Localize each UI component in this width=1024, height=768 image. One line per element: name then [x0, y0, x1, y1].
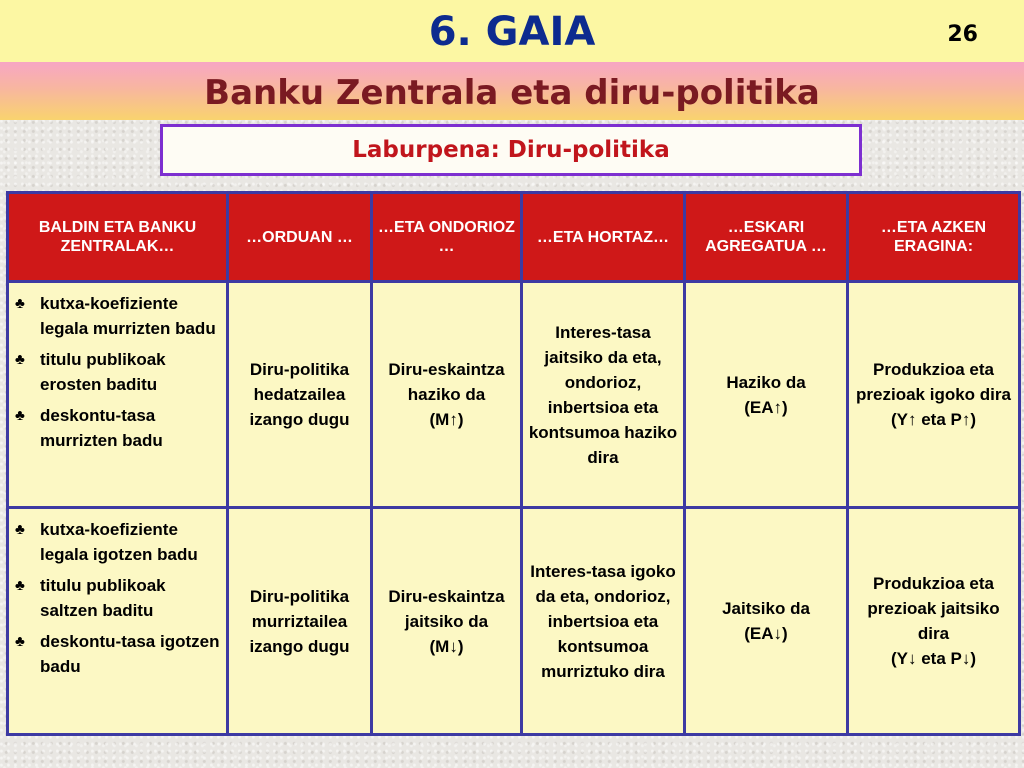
ondorioz-cell: Diru-eskaintza jaitsiko da (M↓) — [372, 508, 522, 735]
summary-title: Laburpena: Diru-politika — [352, 137, 670, 163]
up-arrow-icon: (Y↑ eta P↑) — [890, 410, 977, 429]
club-icon: ♣ — [15, 633, 25, 650]
header-orduan: …ORDUAN … — [228, 193, 372, 282]
header-baldin: BALDIN ETA BANKU ZENTRALAK… — [8, 193, 228, 282]
club-icon: ♣ — [15, 407, 25, 424]
orduan-cell: Diru-politika hedatzailea izango dugu — [228, 282, 372, 508]
conditions-cell — [8, 282, 228, 508]
eskari-cell: Jaitsiko da (EA↓) — [685, 508, 848, 735]
hortaz-cell: Interes-tasa igoko da eta, ondorioz, inbertsioa eta kontsumoa murriztuko dira — [522, 508, 685, 735]
down-arrow-icon: (M↓) — [429, 636, 464, 656]
hortaz-cell: Interes-tasa jaitsiko da eta, ondorioz, inbertsioa eta kontsumoa haziko dira — [522, 282, 685, 508]
slide-subtitle: Banku Zentrala eta diru-politika — [204, 73, 820, 113]
conditions-cell — [8, 508, 228, 735]
orduan-cell: Diru-politika murriztailea izango dugu — [228, 508, 372, 735]
condition-item: ♣ deskontu-tasa igotzen badu — [15, 629, 222, 679]
club-icon: ♣ — [15, 577, 25, 594]
down-arrow-icon: (Y↓ eta P↓) — [890, 649, 977, 668]
up-arrow-icon: (M↑) — [429, 410, 464, 429]
header-eragina: …ETA AZKEN ERAGINA: — [848, 193, 1020, 282]
table-header-row — [8, 193, 1020, 282]
condition-item: ♣ titulu publikoak saltzen baditu — [15, 573, 222, 623]
ondorioz-cell: Diru-eskaintza haziko da (M↑) — [372, 282, 522, 508]
condition-item: ♣ titulu publikoak erosten baditu — [15, 347, 222, 397]
table-row — [8, 508, 1020, 735]
slide-number: 26 — [947, 22, 978, 47]
slide-title: 6. GAIA — [428, 9, 596, 55]
condition-item: ♣ deskontu-tasa murrizten badu — [15, 403, 222, 453]
monetary-policy-table — [6, 191, 1021, 736]
condition-item: ♣ kutxa-koefiziente legala igotzen badu — [15, 517, 222, 567]
summary-box — [160, 124, 862, 176]
up-arrow-icon: (EA↑) — [744, 397, 788, 417]
header-hortaz: …ETA HORTAZ… — [522, 193, 685, 282]
club-icon: ♣ — [15, 351, 25, 368]
eragina-cell: Produkzioa eta prezioak jaitsiko dira (Y↓ eta P↓) — [848, 508, 1020, 735]
header-ondorioz: …ETA ONDORIOZ … — [372, 193, 522, 282]
header-eskari: …ESKARI AGREGATUA … — [685, 193, 848, 282]
down-arrow-icon: (EA↓) — [744, 624, 788, 643]
eskari-cell: Haziko da (EA↑) — [685, 282, 848, 508]
club-icon: ♣ — [15, 521, 25, 538]
eragina-cell: Produkzioa eta prezioak igoko dira (Y↑ eta P↑) — [848, 282, 1020, 508]
club-icon: ♣ — [15, 295, 25, 312]
table-row — [8, 282, 1020, 508]
condition-item: ♣ kutxa-koefiziente legala murrizten badu — [15, 291, 222, 341]
